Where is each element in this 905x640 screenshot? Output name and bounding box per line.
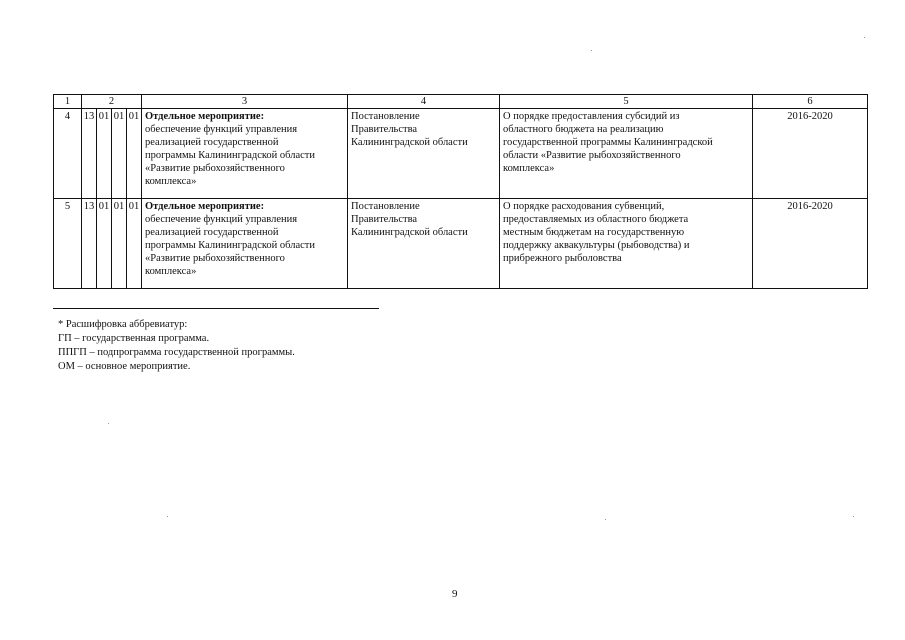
- event-line: обеспечение функций управления: [145, 124, 298, 135]
- footnote-line: ГП – государственная программа.: [58, 333, 210, 344]
- scan-speck: [864, 37, 865, 38]
- page-number: 9: [452, 588, 458, 600]
- footnote-divider: [53, 308, 379, 309]
- event-line: реализацией государственной: [145, 137, 279, 148]
- footnote-line: ОМ – основное мероприятие.: [58, 361, 191, 372]
- header-cell: 4: [348, 95, 500, 109]
- act-line: Постановление: [351, 111, 420, 122]
- subject-line: местным бюджетам на государственную: [503, 227, 685, 238]
- subject-line: государственной программы Калининградской: [503, 137, 713, 148]
- header-cell: 2: [82, 95, 142, 109]
- code-cell: 01: [112, 199, 127, 289]
- table-header-row: [54, 95, 868, 109]
- event-cell: [142, 109, 348, 199]
- act-line: Калининградской области: [351, 137, 468, 148]
- scan-speck: [108, 423, 109, 424]
- scan-speck: [605, 519, 606, 520]
- subject-line: областного бюджета на реализацию: [503, 124, 664, 135]
- subject-line: предоставляемых из областного бюджета: [503, 214, 689, 225]
- act-cell: [348, 199, 500, 289]
- legal-acts-table: [53, 94, 868, 289]
- event-line: реализацией государственной: [145, 227, 279, 238]
- subject-line: области «Развитие рыбохозяйственного: [503, 150, 681, 161]
- table-row: [54, 109, 868, 199]
- table-row: [54, 199, 868, 289]
- subject-line: прибрежного рыболовства: [503, 253, 622, 264]
- scan-speck: [853, 516, 854, 517]
- footnote: [58, 318, 295, 374]
- scan-speck: [591, 50, 592, 51]
- header-cell: 5: [500, 95, 753, 109]
- event-line: программы Калининградской области: [145, 240, 316, 251]
- event-line: комплекса»: [145, 266, 197, 277]
- event-title: Отдельное мероприятие:: [145, 111, 265, 122]
- subject-line: поддержку аквакультуры (рыбоводства) и: [503, 240, 690, 251]
- footnote-line: ППГП – подпрограмма государственной программы.: [58, 347, 295, 358]
- act-line: Правительства: [351, 214, 418, 225]
- row-number: 5: [54, 199, 82, 289]
- act-cell: [348, 109, 500, 199]
- event-line: «Развитие рыбохозяйственного: [145, 163, 285, 174]
- period-cell: 2016-2020: [753, 199, 868, 289]
- code-cell: 01: [127, 199, 142, 289]
- event-line: комплекса»: [145, 176, 197, 187]
- scan-speck: [167, 516, 168, 517]
- header-cell: 6: [753, 95, 868, 109]
- subject-cell: [500, 109, 753, 199]
- event-title: Отдельное мероприятие:: [145, 201, 265, 212]
- subject-cell: [500, 199, 753, 289]
- footnote-title: * Расшифровка аббревиатур:: [58, 319, 188, 330]
- act-line: Постановление: [351, 201, 420, 212]
- act-line: Правительства: [351, 124, 418, 135]
- code-cell: 01: [97, 109, 112, 199]
- event-line: «Развитие рыбохозяйственного: [145, 253, 285, 264]
- event-line: программы Калининградской области: [145, 150, 316, 161]
- period-cell: 2016-2020: [753, 109, 868, 199]
- event-cell: [142, 199, 348, 289]
- event-line: обеспечение функций управления: [145, 214, 298, 225]
- act-line: Калининградской области: [351, 227, 468, 238]
- code-cell: 01: [97, 199, 112, 289]
- code-cell: 13: [82, 109, 97, 199]
- header-cell: 3: [142, 95, 348, 109]
- subject-line: комплекса»: [503, 163, 555, 174]
- code-cell: 01: [127, 109, 142, 199]
- header-cell: 1: [54, 95, 82, 109]
- code-cell: 13: [82, 199, 97, 289]
- subject-line: О порядке предоставления субсидий из: [503, 111, 680, 122]
- row-number: 4: [54, 109, 82, 199]
- code-cell: 01: [112, 109, 127, 199]
- subject-line: О порядке расходования субвенций,: [503, 201, 665, 212]
